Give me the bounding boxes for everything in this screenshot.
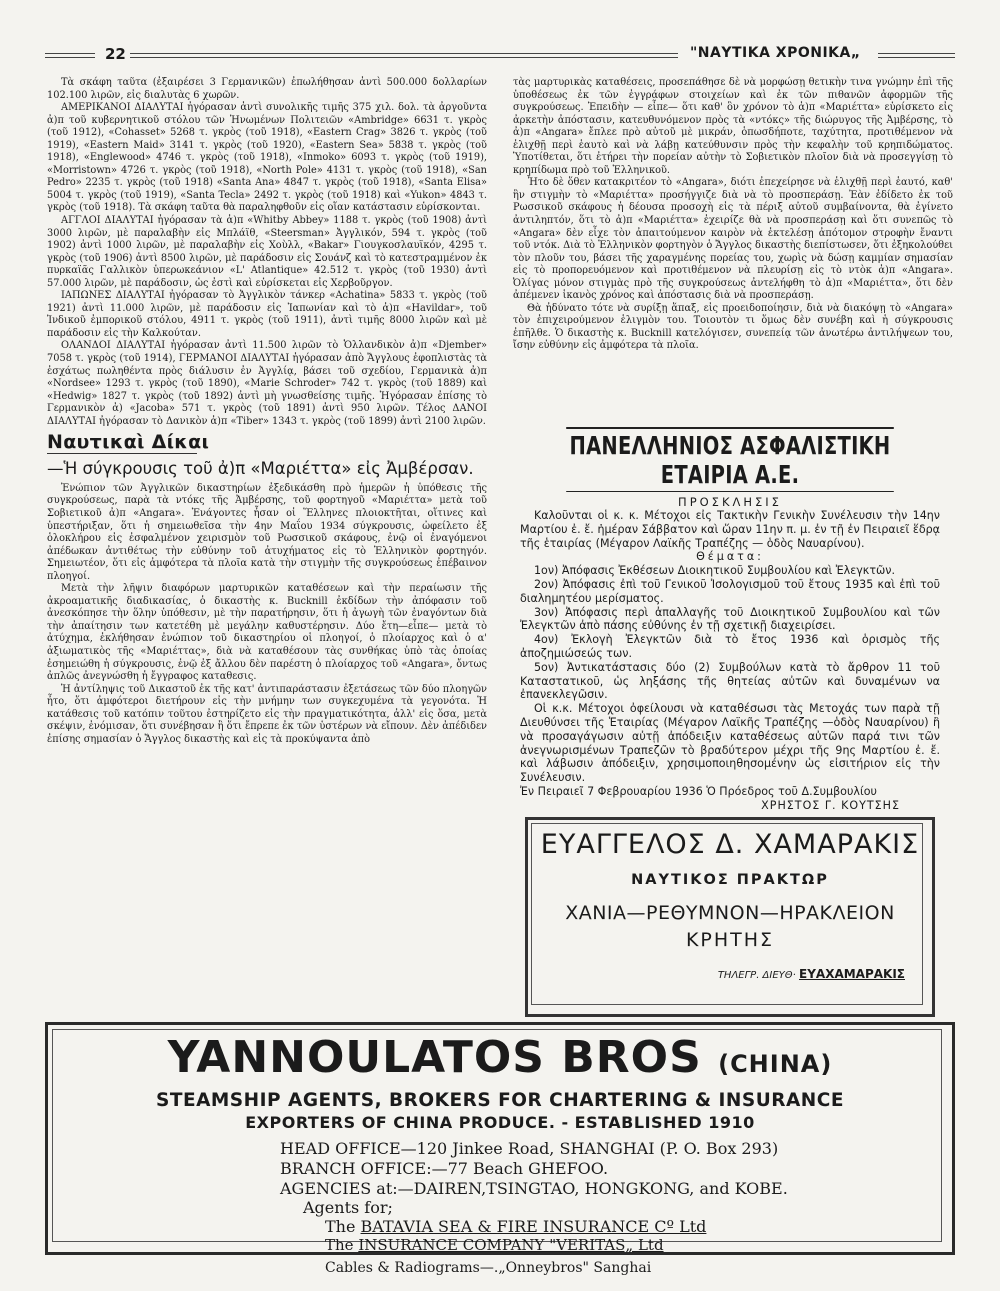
telegram-value: ΕΥΑΧΑΜΑΡΑΚΙΣ (799, 967, 905, 981)
ad-exporters: EXPORTERS OF CHINA PRODUCE. - ESTABLISHED 1910 (245, 1113, 755, 1132)
insurance-company-title: ΠΑΝΕΛΛΗΝΙΟΣ ΑΣΦΑΛΙΣΤΙΚΗ ΕΤΑΙΡΙΑ Α.Ε. (566, 427, 894, 492)
agent-line-1 (325, 1217, 706, 1236)
agents-for: Agents for; (303, 1198, 393, 1217)
section-title-underline (47, 453, 197, 454)
insurance-notice (520, 427, 940, 813)
telegram-label: ΤΗΛΕΓΡ. ΔΙΕΥΘ· (717, 970, 796, 981)
agent-prefix: The (325, 1217, 356, 1236)
notice-instructions: Οἱ κ.κ. Μέτοχοι ὀφείλουσι νὰ καταθέσωσι τὰς Μετοχάς των παρὰ τῇ Διευθύνσει τῆς Ἑταιρίας (Μέγαρον Λαϊκῆς Τραπέζης —ὁδὸς Ναυαρίνου) ἢ νὰ προσαγάγωσιν αὐτῇ ἀπόδειξιν καταθέσεως αὐτῶν παρά τινι τῶν ἀνεγνωρισμένων Τραπεζῶν τὸ βραδύτερον μέχρι τῆς 9ης Μαρτίου ἐ. ἔ. καὶ λάβωσιν ἀπόδειξιν, χρησιμοποιηθησομένην ὡς εἰσιτήριον εἰς τὴν Συνέλευσιν. (520, 702, 940, 785)
head-office: HEAD OFFICE—120 Jinkee Road, SHANGHAI (P. O. Box 293) (280, 1139, 779, 1158)
right-column (513, 77, 953, 353)
left-column (47, 77, 487, 746)
agent-line-2 (325, 1236, 664, 1254)
paragraph: ΟΛΑΝΔΟΙ ΔΙΑΛΥΤΑΙ ἠγόρασαν ἀντὶ 11.500 λιρῶν τὸ Ὁλλανδικὸν ἀ)π «Djember» 7058 τ. γκρὸς (τοῦ 1914), ΓΕΡΜΑΝΟΙ ΔΙΑΛΥΤΑΙ ἠγόρασαν ἀπὸ Ἄγγλους ἐφοπλιστὰς τὰ ἐσχάτως πωληθέντα πρὸς διάλυσιν ἐν Ἀγγλίᾳ, βάσει τοῦ σχεδίου, Γερμανικὰ ἀ)π «Nordsee» 1293 τ. γκρὸς (τοῦ 1890), «Marie Schroder» 742 τ. γκρὸς (τοῦ 1889) καὶ «Hedwig» 1827 τ. γκρὸς (τοῦ 1892) ἀντὶ μὴ γνωσθείσης τιμῆς. Ἠγόρασαν ἐπίσης τὸ Γερμανικὸν ἀ) «Jacoba» 571 τ. γκρὸς (τοῦ 1891) ἀντὶ 950 λιρῶν. Τέλος ΔΑΝΟΙ ΔΙΑΛΥΤΑΙ ἠγόρασαν τὸ Δανικὸν ἀ)π «Tiber» 1343 τ. γκρὸς (τοῦ 1899) ἀντὶ 2100 λιρῶν. (47, 340, 487, 427)
yannoulatos-advertisement (45, 1022, 955, 1255)
paragraph: ΑΜΕΡΙΚΑΝΟΙ ΔΙΑΛΥΤΑΙ ἠγόρασαν ἀντὶ συνολικῆς τιμῆς 375 χιλ. δολ. τὰ ἀργοῦντα ἀ)π τοῦ κυβερνητικοῦ στόλου τῶν Ἡνωμένων Πολιτειῶν «Ambridge» 6631 τ. γκρὸς (τοῦ 1912), «Cohasset» 5268 τ. γκρὸς (τοῦ 1918), «Eastern Crag» 3826 τ. γκρὸς (τοῦ 1919), «Eastern Maid» 3141 τ. γκρὸς (τοῦ 1920), «Eastern Sea» 5838 τ. γκρὸς (τοῦ 1918), «Englewood» 4746 τ. γκρὸς (τοῦ 1918), «Inmoko» 6093 τ. γκρὸς (τοῦ 1919), «Morristown» 4726 τ. γκρὸς (τοῦ 1918), «North Pole» 4131 τ. γκρὸς (τοῦ 1918), «San Pedro» 2235 τ. γκρὸς (τοῦ 1918) «Santa Ana» 4847 τ. γκρὸς (τοῦ 1918), «Santa Elisa» 5004 τ. γκρὸς (τοῦ 1919), «Santa Tecla» 2492 τ. γκρὸς (τοῦ 1918) καὶ «Yukon» 4843 τ. γκρὸς (τοῦ 1918). Τὰ σκάφη ταῦτα θὰ παραληφθοῦν εἰς οἵαν κατάστασιν εὑρίσκονται. (47, 102, 487, 214)
signatory: ΧΡΗΣΤΟΣ Γ. ΚΟΥΤΣΗΣ (761, 798, 900, 812)
agent-company: INSURANCE COMPANY "VERITAS„ Ltd (358, 1236, 664, 1254)
agenda-item: 4ον) Ἐκλογὴ Ἐλεγκτῶν διὰ τὸ ἔτος 1936 καὶ ὁρισμὸς τῆς ἀποζημιώσεώς των. (520, 633, 940, 660)
paragraph: τὰς μαρτυρικὰς καταθέσεις, προσεπάθησε δὲ νὰ μορφώσῃ θετικὴν τινα γνώμην ἐπὶ τῆς ὑποθέσεως ἐκ τῶν ἐγγράφων στοιχείων καὶ ἐκ τῶν πιθανῶν ἀφορμῶν τῆς συγκρούσεως. Ἐπειδὴν — εἶπε— ὅτι καθ' ὃν χρόνον τὸ ἀ)π «Μαριέττα» εὑρίσκετο εἰς ἀρκετὴν ἀπόστασιν, κατευθυνόμενον πρὸς τὰ «ντόκς» τῆς διώρυγος τῆς Ἀμβέρσης, τὸ ἀ)π «Angara» ἔπλεε πρὸ αὐτοῦ μὲ μικράν, ὁπωσδήποτε, ταχύτητα, προτιθέμενον νὰ ἑλιχθῇ περὶ ἑαυτὸ καὶ νὰ λάβῃ κατεύθυνσιν πρὸς τὴν κεφαλὴν τοῦ κρηπιδώματος. Ὑποτίθεται, ὅτι ἐτήρει τὴν πορείαν αὐτὴν τὸ Σοβιετικὸν πλοῖον διὰ νὰ προσεγγίσῃ τὸ κρηπίδωμα πρὸ τοῦ Ἑλληνικοῦ. (513, 77, 953, 176)
agent-prefix: The (325, 1236, 354, 1254)
ad-services: STEAMSHIP AGENTS, BROKERS FOR CHARTERING & INSURANCE (156, 1090, 844, 1111)
ad-company-name (45, 1032, 955, 1083)
paragraph: ΑΓΓΛΟΙ ΔΙΑΛΥΤΑΙ ἠγόρασαν τὰ ἀ)π «Whitby Abbey» 1188 τ. γκρὸς (τοῦ 1908) ἀντὶ 3000 λιρῶν, μὲ παραλαβὴν εἰς Μπλάϊθ, «Steersman» Ἀγγλικόν, 594 τ. γκρὸς (τοῦ 1902) ἀντὶ 1000 λιρῶν, μὲ παραλαβὴν εἰς Χοὺλλ, «Bakar» Γιουγκοσλαυϊκόν, 4295 τ. γκρὸς (τοῦ 1906) ἀντὶ 8500 λιρῶν, μὲ παράδοσιν εἰς Σουάνζ καὶ τὸ κατεστραμμένον ἐκ πυρκαϊᾶς Γαλλικὸν ὑπερωκεάνιον «L' Atlantique» 42.512 τ. γκρὸς (τοῦ 1930) ἀντὶ 57.000 λιρῶν, μὲ παράδοσιν, ὡς ἐστὶ καὶ εὑρίσκεται εἰς Χερβοῦργον. (47, 215, 487, 289)
paragraph: Ἐνώπιον τῶν Ἀγγλικῶν δικαστηρίων ἐξεδικάσθη πρὸ ἡμερῶν ἡ ὑπόθεσις τῆς συγκρούσεως, παρὰ τὰ ντόκς τῆς Ἀμβέρσης, τοῦ φορτηγοῦ «Μαριέττα» μετὰ τοῦ Σοβιετικοῦ ἀ)π «Angara». Ἐνάγοντες ἦσαν οἱ Ἕλληνες πλοιοκτῆται, οἵτινες καὶ ὑπεστήριξαν, ὅτι ἡ σημειωθεῖσα τὴν 4ην Μαΐου 1934 σύγκρουσις, ὠφείλετο ἐξ ὁλοκλήρου εἰς ἐσφαλμένον χειρισμὸν τοῦ Ρωσσικοῦ σκάφους, ἐνῷ οἱ ἐναγόμενοι ἀπέδωκαν ἀντιθέτως τὴν εὐθύνην τοῦ ἀτυχήματος εἰς τὸ Ἑλληνικὸν φορτηγόν. Σημειωτέον, ὅτι εἰς ἀμφότερα τὰ πλοῖα κατὰ τὴν στιγμὴν τῆς συγκρούσεως ἐπέβαινον πλοηγοί. (47, 482, 487, 582)
telegram-address (718, 967, 905, 981)
agent-island: ΚΡΗΤΗΣ (685, 929, 775, 951)
paragraph: Θὰ ἠδύνατο τότε νὰ συρίξῃ ἅπαξ, εἰς προειδοποίησιν, διὰ νὰ διακόψῃ τὸ «Angara» τὸν ἐπιχειρούμενον ἑλιγμὸν του. Τοιουτὸν τι ὅμως δὲν συνέβη καὶ ἡ σύγκρουσις ἐπῆλθε. Ὁ δικαστὴς κ. Bucknill κατελόγισεν, συνεπείᾳ τῶν ἀνωτέρω ἀντιλήψεων του, ἴσην εὐθύνην εἰς ἀμφότερα τὰ πλοῖα. (513, 302, 953, 352)
paragraph: Τὰ σκάφη ταῦτα (ἐξαιρέσει 3 Γερμανικῶν) ἐπωλήθησαν ἀντὶ 500.000 δολλαρίων 102.100 λιρῶν, εἰς διαλυτὰς 6 χωρῶν. (47, 77, 487, 101)
branch-office: BRANCH OFFICE:—77 Beach GHEFOO. (280, 1159, 609, 1178)
article-title: —Ἡ σύγκρουσις τοῦ ἀ)π «Μαριέττα» εἰς Ἀμβέρσαν. (47, 458, 474, 478)
agenda-item: 5ον) Ἀντικατάστασις δύο (2) Συμβούλων κατὰ τὸ ἄρθρον 11 τοῦ Καταστατικοῦ, ὡς ληξάσης τῆς θητείας αὐτῶν καὶ δυναμένων να ἐπανεκλεγῶσιν. (520, 660, 940, 702)
company-name: YANNOULATOS BROS (167, 1032, 702, 1083)
notice-body (520, 509, 940, 813)
agenda-item: 3ον) Ἀπόφασις περὶ ἀπαλλαγῆς τοῦ Διοικητικοῦ Συμβουλίου καὶ τῶν Ἐλεγκτῶν ἀπὸ πάσης εὐθύνης ἐν τῇ σχετικῇ διαχειρίσει. (520, 605, 940, 633)
agent-cities: ΧΑΝΙΑ—ΡΕΘΥΜΝΟΝ—ΗΡΑΚΛΕΙΟΝ (565, 902, 895, 924)
agenda-item: 1ον) Ἀπόφασις Ἐκθέσεων Διοικητικοῦ Συμβουλίου καὶ Ἐλεγκτῶν. (534, 564, 896, 578)
agent-company: BATAVIA SEA & FIRE INSURANCE Cº Ltd (360, 1217, 707, 1236)
agent-advertisement (525, 817, 935, 1017)
signature-line: Ἐν Πειραιεῖ 7 Φεβρουαρίου 1936 Ὁ Πρόεδρος τοῦ Δ.Συμβουλίου (520, 784, 877, 798)
page-number: 22 (105, 45, 126, 63)
cables: Cables & Radiograms—.„Onneybros" Sanghai (325, 1260, 652, 1276)
agenda-heading: Θέματα: (696, 550, 764, 564)
agenda-item: 2ον) Ἀπόφασις ἐπὶ τοῦ Γενικοῦ Ἰσολογισμοῦ τοῦ ἔτους 1935 καὶ ἐπὶ τοῦ διαλημητέου μερίσματος. (520, 577, 940, 605)
paragraph: Μετὰ τὴν λῆψιν διαφόρων μαρτυρικῶν καταθέσεων καὶ τὴν περαίωσιν τῆς ἀκροαματικῆς διαδικασίας, ὁ δικαστὴς κ. Bucknill ἐκδίδων τὴν ἀπόφασιν τοῦ ἀνεσκόπησε τὴν ὅλην ὑπόθεσιν, μὲ τὴν παρατήρησιν, ὅτι ἡ ἀγωγὴ τῶν ἐναγόντων διὰ τὴν ἀπαίτησιν των κατετέθη μὲ μεγάλην καθυστέρησιν. Δύο ἔτη—εἶπε— μετὰ τὸ ἀτύχημα, ἐκλήθησαν ἐνώπιον τοῦ δικαστηρίου οἱ πλοηγοί, ὁ πλοίαρχος καὶ ὁ α' ἀξιωματικὸς τῆς «Μαριέττας», διὰ νὰ καταθέσουν τὰς συνθήκας ὑπὸ τὰς ὁποίας ἐσημειώθη ἡ σύγκρουσις, ἐνῷ ἐξ ἄλλου δὲν παρέστη ὁ πλοίαρχος τοῦ «Angara», ὄντως ἀπλῶς ἀνεγνώσθη ἡ ἔγγραφος καταθεσις. (47, 583, 487, 683)
invitation-heading: ΠΡΟΣΚΛΗΣΙΣ (678, 495, 782, 509)
header-rule-left (45, 53, 95, 58)
section-title: Ναυτικαὶ Δίκαι (47, 431, 210, 454)
notice-intro: Καλοῦνται οἱ κ. κ. Μέτοχοι εἰς Τακτικὴν Γενικὴν Συνέλευσιν τὴν 14ην Μαρτίου ἐ. ἔ. ἡμέραν Σάββατον καὶ ὥραν 11ην π. μ. ἐν τῇ ἐν Πειραιεῖ ἕδρᾳ τῆς ἑταιρίας (Μέγαρον Λαϊκῆς Τραπέζης — ὁδὸς Ναυαρίνου). (520, 509, 940, 550)
company-suffix: (CHINA) (718, 1050, 833, 1078)
publication-title: "ΝΑΥΤΙΚΑ ΧΡΟΝΙΚΑ„ (690, 45, 861, 61)
agent-title: ΝΑΥΤΙΚΟΣ ΠΡΑΚΤΩΡ (631, 872, 829, 888)
paragraph: ΙΑΠΩΝΕΣ ΔΙΑΛΥΤΑΙ ἠγόρασαν τὸ Ἀγγλικὸν τάνκερ «Achatina» 5833 τ. γκρὸς (τοῦ 1921) ἀντὶ 11.000 λιρῶν, μὲ παράδοσιν εἰς Ἰαπωνίαν καὶ τὸ ἀ)π «Havildar», τοῦ Ἰνδικοῦ ἐμπορικοῦ στόλου, 4911 τ. γκρὸς (τοῦ 1911), ἀντὶ τιμῆς 8000 λιρῶν καὶ μὲ παράδοσιν εἰς τὴν Καλκούταν. (47, 290, 487, 339)
paragraph: Ἦτο δὲ ὅθεν κατακριτέον τὸ «Angara», διότι ἐπεχείρησε νὰ ἑλιχθῇ περὶ ἑαυτό, καθ' ἣν στιγμὴν τὸ «Μαριέττα» προσήγγιζε διὰ νὰ τὸ προσπεράσῃ. Ἐὰν ἐδίδετο ἐκ τοῦ Ρωσσικοῦ σκάφους ἡ δέουσα προσοχὴ εἰς τὰ πέριξ αὐτοῦ συμβαίνοντα, θὰ ἐγίνετο ἀντιληπτόν, ὅτι τὸ ἀ)π «Μαριέττα» ἐχειρίζε θὰ νὰ προσπεράσῃ καὶ ὅτι συνεπῶς τὸ «Angara» δὲν εἶχε τὸν ἀπαιτούμενον καιρὸν νὰ ἐκτελέσῃ ἀπότομον στροφὴν ἔναντι τοῦ ντόκ. Διὰ τὸ Ἑλληνικὸν φορτηγὸν ὁ Ἄγγλος δικαστὴς διεπίστωσεν, ὅτι ἐξηκολούθει τὸν πλοῦν του, βάσει τῆς χαραγμένης πορείας του, χωρὶς νὰ δώσῃ καμμίαν σημασίαν εἰς τὸ προπορευόμενον καὶ προτιθέμενον νὰ πλευρίσῃ εἰς τὸ ντὸκ ἀ)π «Angara». Ὀλίγας μόνον στιγμὰς πρὸ τῆς συγκρούσεως ἀντελήφθη τὸ ἀ)π «Μαριέττα», ὅτι δὲν ἀπέμενεν ἱκανὸς χρόνος καὶ ἀπόστασις διὰ νὰ προσπεράσῃ. (513, 177, 953, 302)
header-rule-middle (130, 53, 678, 58)
agencies: AGENCIES at:—DAIREN,TSINGTAO, HONGKONG, and KOBE. (280, 1179, 788, 1198)
paragraph: Ἡ ἀντίληψις τοῦ Δικαστοῦ ἐκ τῆς κατ' ἀντιπαράστασιν ἐξετάσεως τῶν δύο πλοηγῶν ἦτο, ὅτι ἀμφότεροι διετήρουν εἰς τὴν μνήμην των συγκεχυμένα τὰ γεγονότα. Ἡ κατάθεσις τοῦ κατόπιν τοῦτου ἐστηρίζετο εἰς τὴν πραγματικότητα, ἀλλ' εἰς ὅσα, μετὰ σκέψιν, ἐνόμισαν, ὅτι συνέβησαν ἢ ὅτι ἔπρεπε ἐκ τῶν ὑστέρων νὰ εἴπουν. Δὲν ἀπέδιδεν ἐπίσης σημασίαν ὁ Ἄγγλος δικαστὴς καὶ εἰς τὰ προκύψαντα ἀπὸ (47, 683, 487, 745)
agent-name: ΕΥΑΓΓΕΛΟΣ Δ. ΧΑΜΑΡΑΚΙΣ (540, 829, 920, 860)
header-rule-right (878, 53, 955, 58)
